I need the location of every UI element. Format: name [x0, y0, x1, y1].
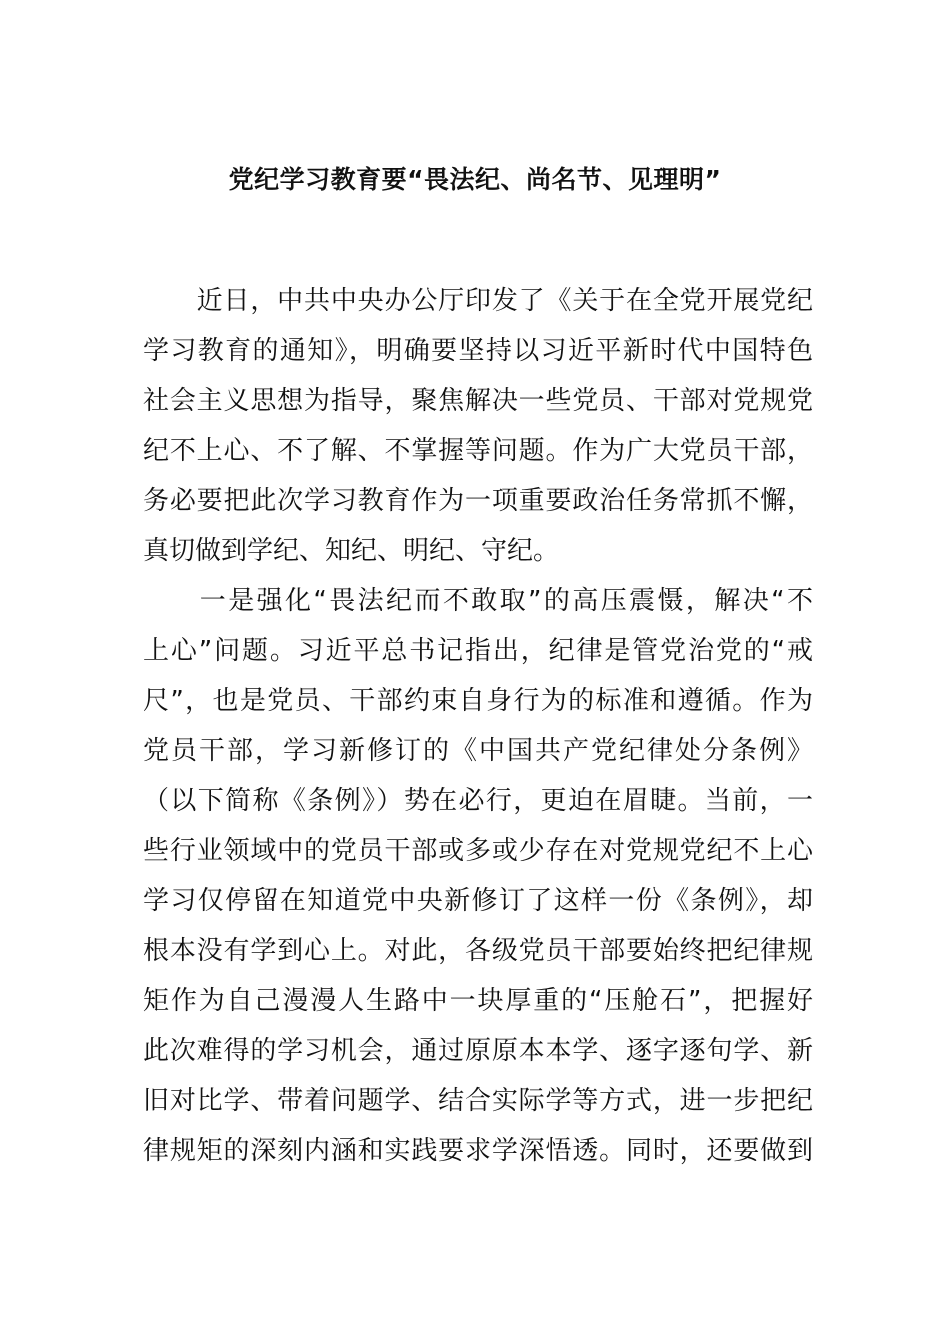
text-line: 尺”，也是党员、干部约束自身行为的标准和遵循。作为: [143, 686, 813, 716]
paragraph-point-one: [143, 576, 813, 1176]
text-line: 上心”问题。习近平总书记指出，纪律是管党治党的“戒: [143, 636, 813, 666]
text-line: 矩作为自己漫漫人生路中一块厚重的“压舱石”，把握好: [143, 986, 813, 1016]
text-line: 务必要把此次学习教育作为一项重要政治任务常抓不懈，: [143, 486, 813, 516]
text-line: 些行业领域中的党员干部或多或少存在对党规党纪不上心: [143, 836, 813, 866]
document-body: [143, 276, 813, 1176]
text-line: 真切做到学纪、知纪、明纪、守纪。: [143, 536, 560, 566]
text-line: 根本没有学到心上。对此，各级党员干部要始终把纪律规: [143, 936, 813, 966]
text-line: 党员干部，学习新修订的《中国共产党纪律处分条例》: [143, 736, 813, 766]
text-line: 近日，中共中央办公厅印发了《关于在全党开展党纪: [143, 286, 813, 316]
text-line: 社会主义思想为指导，聚焦解决一些党员、干部对党规党: [143, 386, 813, 416]
document-title: 党纪学习教育要“畏法纪、尚名节、见理明”: [228, 165, 722, 194]
text-line: 旧对比学、带着问题学、结合实际学等方式，进一步把纪: [143, 1086, 813, 1116]
text-line: 此次难得的学习机会，通过原原本本学、逐字逐句学、新: [143, 1036, 813, 1066]
text-line: 学习教育的通知》，明确要坚持以习近平新时代中国特色: [143, 336, 813, 366]
text-line: 一是强化“畏法纪而不敢取”的高压震慑，解决“不: [143, 586, 813, 616]
text-line: 律规矩的深刻内涵和实践要求学深悟透。同时，还要做到: [143, 1136, 813, 1166]
text-line: 纪不上心、不了解、不掌握等问题。作为广大党员干部，: [143, 436, 813, 466]
text-line: 学习仅停留在知道党中央新修订了这样一份《条例》，却: [143, 886, 813, 916]
paragraph-intro: [143, 276, 813, 576]
text-line: （以下简称《条例》）势在必行，更迫在眉睫。当前，一: [143, 786, 813, 816]
